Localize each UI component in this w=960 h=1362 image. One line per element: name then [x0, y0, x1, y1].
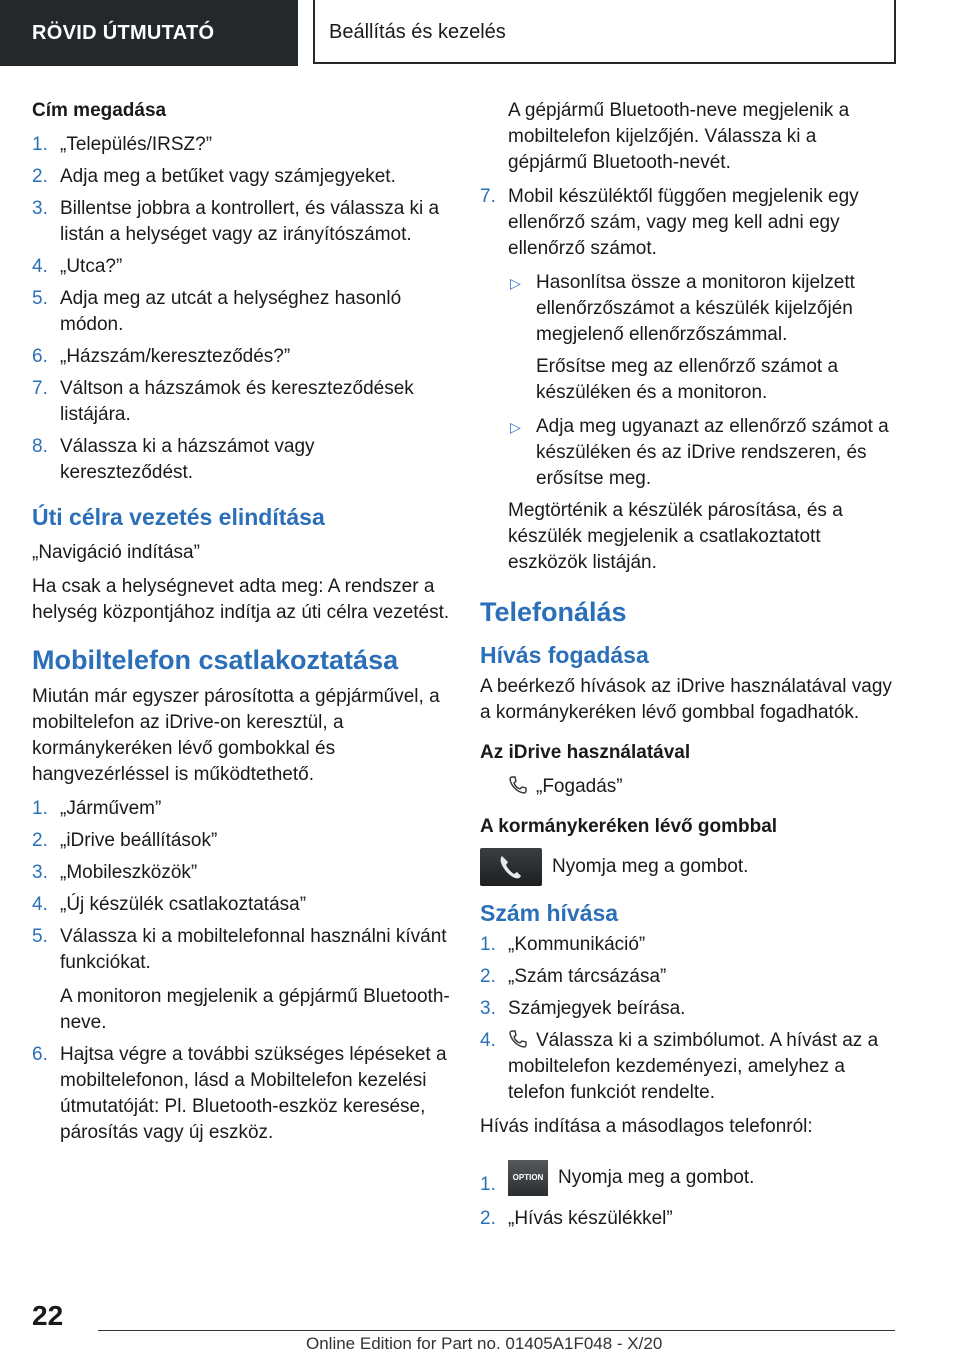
triangle-bullet-icon: ▷: [510, 419, 521, 435]
korm-subheading: A kormánykeréken lévő gombbal: [480, 816, 778, 837]
idrive-subheading: Az iDrive használatával: [480, 742, 691, 763]
szam-heading: Szám hívása: [480, 900, 619, 926]
footer-divider: [98, 1330, 895, 1331]
list-item: 1. „Település/IRSZ?”: [32, 134, 213, 155]
page-number: 22: [32, 1300, 64, 1331]
phone-icon: [480, 848, 542, 886]
step-note: A monitoron megjelenik a gépjármű Bluetooth-neve.: [60, 986, 450, 1033]
korm-row: Nyomja meg a gombot.: [480, 848, 900, 886]
mobil-steps-cont: [480, 184, 900, 262]
list-item: 2. „Hívás készülékkel”: [480, 1208, 673, 1229]
list-item: 4. Válassza ki a szimbólumot. A hívást az a mobiltelefon kezdeményezi, amelyhez a telefon funkciót rendelte.: [480, 1030, 879, 1103]
mobil-steps: [32, 796, 450, 1146]
list-item: 3. Számjegyek beírása.: [480, 998, 686, 1019]
list-item: 4. „Új készülék csatlakoztatása”: [32, 894, 307, 915]
hivas-text: A beérkező hívások az iDrive használatával vagy a kormánykeréken lévő gombbal fogadhatók.: [480, 676, 892, 723]
mobil-intro: Miután már egyszer párosította a gépjárművel, a mobiltelefon az iDrive-on keresztül, a kormánykeréken lévő gombokkal és hangvezérléssel is működtethető.: [32, 686, 440, 785]
triangle-bullet-icon: ▷: [510, 275, 521, 291]
bt-name-text: A gépjármű Bluetooth-neve megjelenik a mobiltelefon kijelzőjén. Válassza ki a gépjármű Bluetooth-nevét.: [508, 100, 850, 173]
pair-done-text: Megtörténik a készülék párosítása, és a készülék megjelenik a csatlakoztatott eszközök listáján.: [508, 500, 843, 573]
bullet-note: Erősítse meg az ellenőrző számot a készüléken és a monitoron.: [536, 356, 839, 403]
list-item: 1. „Járművem”: [32, 798, 162, 819]
footer-edition: Online Edition for Part no. 01405A1F048 - X/20: [306, 1334, 663, 1353]
list-item: 2. „iDrive beállítások”: [32, 830, 218, 851]
list-item: 6. „Házszám/kereszteződés?”: [32, 346, 291, 367]
phone-receiver-icon: [508, 1029, 528, 1049]
list-item: 1. OPTION Nyomja meg a gombot.: [480, 1160, 900, 1196]
tel-heading: Telefonálás: [480, 597, 627, 627]
page-header: [0, 0, 960, 66]
list-item: 3. Billentse jobbra a kontrollert, és válassza ki a listán a helységet vagy az irányítószámot.: [32, 198, 440, 245]
right-column: [480, 98, 900, 1240]
list-item: 2. „Szám tárcsázása”: [480, 966, 667, 987]
list-item: 6. Hajtsa végre a további szükséges lépéseket a mobiltelefonon, lásd a Mobiltelefon kezelési útmutatóját: Pl. Bluetooth-eszköz keresése, párosítás vagy új eszköz.: [32, 1044, 447, 1143]
list-item: 5. Adja meg az utcát a helységhez hasonló módon.: [32, 288, 402, 335]
list-item: 3. „Mobileszközök”: [32, 862, 198, 883]
uti-command: „Navigáció indítása”: [32, 542, 200, 563]
phone-receiver-icon: [508, 775, 528, 795]
hivas-heading: Hívás fogadása: [480, 642, 649, 668]
phone-button-image: [480, 848, 542, 886]
list-item: 7. Mobil készüléktől függően megjelenik egy ellenőrző szám, vagy meg kell adni egy ellenőrző számot.: [480, 186, 859, 259]
uti-heading: Úti célra vezetés elindítása: [32, 504, 325, 530]
cim-steps: [32, 132, 450, 486]
option-steps: [480, 1160, 900, 1232]
bullet-item: ▷ Hasonlítsa össze a monitoron kijelzett ellenőrzőszámot a készülék kijelzőjén megjelenő ellenőrzőszámmal.: [510, 272, 855, 345]
cim-heading: Cím megadása: [32, 100, 167, 121]
uti-text: Ha csak a helységnevet adta meg: A rendszer a helység központjához indítja az úti célra vezetést.: [32, 576, 450, 623]
masodlagos-text: Hívás indítása a másodlagos telefonról:: [480, 1116, 813, 1137]
list-item: 1. „Kommunikáció”: [480, 934, 646, 955]
section-title: RÖVID ÚTMUTATÓ: [0, 0, 298, 66]
list-item: 2. Adja meg a betűket vagy számjegyeket.: [32, 166, 396, 187]
left-column: [32, 98, 450, 1154]
list-item: 4. „Utca?”: [32, 256, 123, 277]
szam-steps: [480, 932, 900, 1106]
chapter-title: Beállítás és kezelés: [313, 0, 896, 64]
bullet-item: ▷ Adja meg ugyanazt az ellenőrző számot a készüléken és az iDrive rendszeren, és erősítse meg.: [510, 416, 889, 489]
mobil-heading: Mobiltelefon csatlakoztatása: [32, 645, 399, 675]
list-item: 5. Válassza ki a mobiltelefonnal használni kívánt funkciókat. A monitoron megjelenik a gépjármű Bluetooth-neve.: [32, 924, 450, 1036]
option-button-image: OPTION: [508, 1160, 548, 1196]
list-item: 7. Váltson a házszámok és kereszteződések listájára.: [32, 378, 414, 425]
list-item: 8. Válassza ki a házszámot vagy kereszteződést.: [32, 436, 315, 483]
fogadas-row: „Fogadás”: [480, 774, 900, 800]
